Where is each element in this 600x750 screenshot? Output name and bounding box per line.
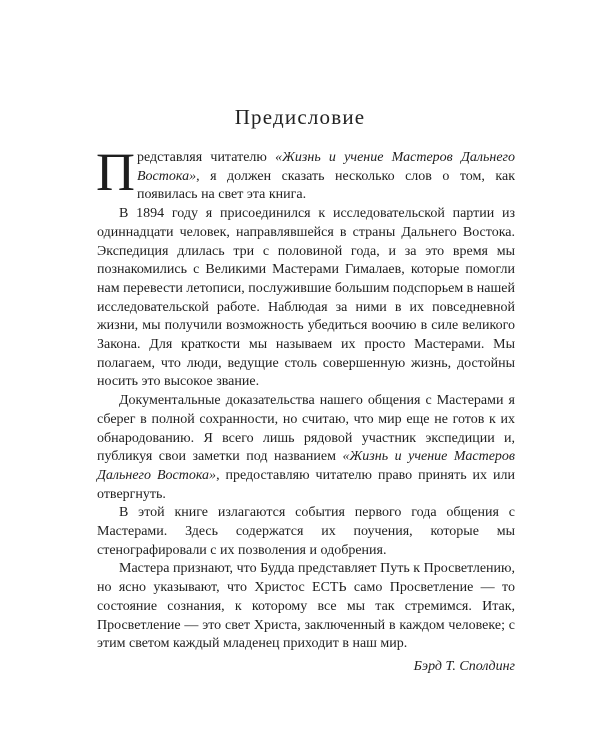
book-title-italic-2: «Жизнь и учение Мастеров Дальнего Востока»	[97, 449, 515, 483]
paragraph-1-text-end: , я должен сказать несколько слов о том, как появилась на свет эта книга.	[137, 168, 515, 203]
paragraph-2: В 1894 году я присоединился к исследовательской партии из одиннадцати человек, направлявшейся в страны Дальнего Востока. Экспедиция длилась три с половиной года, и за это время мы познакомились с Великими Мастерами Гималаев, которые помогли нам перевести летописи, послужившие большим подспорьем в нашей исследовательской работе. Наблюдая за ними в их повседневной жизни, мы получили возможность убедиться воочию в силе великого Закона. Для краткости мы называем их просто Мастерами. Мы полагаем, что люди, ведущие столь совершенную жизнь, достойны носить это высокое звание.	[97, 206, 515, 390]
drop-cap: П	[96, 142, 135, 202]
paragraph-3-text-start: Документальные доказательства нашего общения с Мастерами я сберег в полной сохранности, но считаю, что мир еще не готов к их обнародованию. Я всего лишь рядовой участник экспедиции и, публикуя свои заметки под названием	[97, 393, 515, 465]
paragraph-1	[96, 142, 515, 205]
paragraph-4: В этой книге излагаются события первого года общения с Мастерами. Здесь содержатся их поучения, которые мы стенографировали с их позволения и одобрения.	[97, 505, 515, 558]
paragraph-3-text-end: , предоставляю читателю право принять их или отвергнуть.	[97, 467, 515, 502]
paragraph-5: Мастера признают, что Будда представляет Путь к Просветлению, но ясно указывают, что Христос ЕСТЬ само Просветление — то состояние сознания, к которому все мы так стремимся. Итак, Просветление — это свет Христа, заключенный в каждом человеке; с этим светом каждый младенец приходит в наш мир.	[97, 561, 515, 652]
paragraph-3	[97, 392, 515, 504]
paragraph-1-text-start: редставляя читателю	[137, 150, 276, 165]
preface-body	[96, 142, 515, 677]
book-title-italic: «Жизнь и учение Мастеров Дальнего Востока»	[137, 150, 515, 184]
page-title: Предисловие	[234, 105, 366, 129]
author-signature: Бэрд Т. Сполдинг	[413, 658, 515, 674]
